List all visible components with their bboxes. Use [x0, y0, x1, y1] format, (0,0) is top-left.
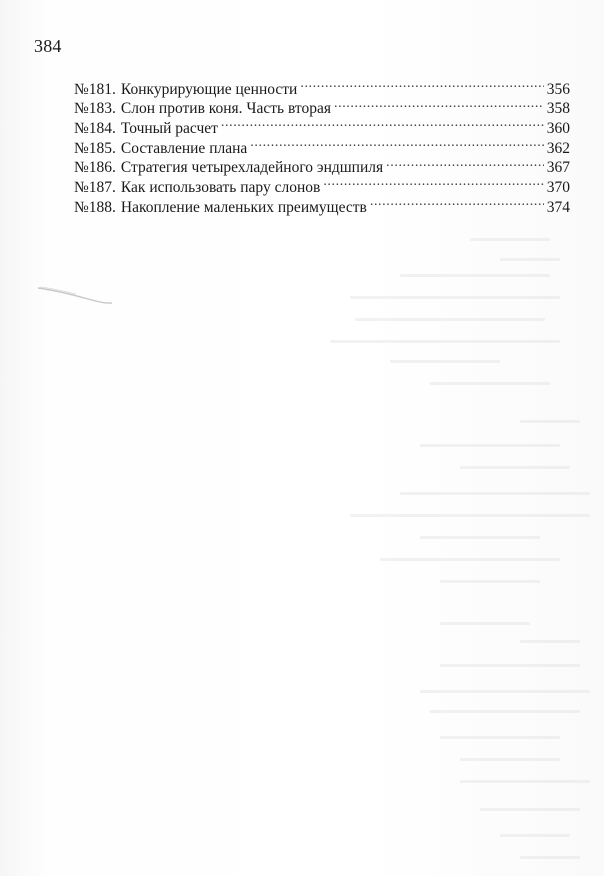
show-through-line [460, 758, 560, 761]
show-through-line [440, 580, 540, 583]
toc-entry-page: 356 [546, 80, 570, 98]
toc-entry-number: №188. [74, 198, 116, 216]
toc-entry-page: 360 [546, 120, 570, 138]
show-through-line [330, 340, 560, 343]
toc-leader-dots [334, 94, 544, 114]
show-through-line [420, 444, 560, 447]
show-through-line [440, 664, 580, 667]
toc-leader-dots [386, 153, 544, 173]
toc-entry-number: №184. [74, 120, 116, 138]
toc-entry-title: Точный расчет [120, 120, 218, 138]
show-through-line [520, 856, 580, 859]
toc-entry-page: 370 [546, 179, 570, 197]
show-through-line [480, 808, 580, 811]
show-through-line [460, 780, 590, 783]
toc-entry-number: №186. [74, 159, 116, 177]
show-through-line [380, 558, 560, 561]
show-through-line [460, 466, 570, 469]
show-through-line [440, 622, 530, 625]
show-through-line [470, 238, 550, 241]
toc-entry-number: №187. [74, 179, 116, 197]
toc-entry-page: 374 [546, 198, 570, 216]
toc-entry-title: Конкурирующие ценности [120, 80, 298, 98]
show-through-line [400, 274, 550, 277]
show-through-line [500, 258, 560, 261]
show-through-line [430, 382, 550, 385]
toc-entry-title: Стратегия четырехладейного эндшпиля [120, 159, 384, 177]
show-through-line [520, 420, 580, 423]
show-through-line [390, 360, 500, 363]
toc-entry-page: 358 [546, 100, 570, 118]
toc-leader-dots [323, 172, 544, 192]
show-through-line [350, 514, 590, 517]
pencil-smudge [36, 282, 114, 304]
show-through-line [420, 690, 590, 693]
toc-entry-page: 367 [546, 159, 570, 177]
show-through-line [430, 710, 580, 713]
toc-leader-dots [370, 192, 544, 212]
show-through-line [440, 736, 560, 739]
toc-entry-title: Слон против коня. Часть вторая [120, 100, 331, 118]
toc-leader-dots [221, 113, 544, 133]
toc-entry-page: 362 [546, 139, 570, 157]
show-through-line [420, 536, 540, 539]
show-through-line [355, 318, 545, 321]
toc-leader-dots [250, 133, 544, 153]
toc-entry-title: Как использовать пару слонов [120, 179, 321, 197]
toc-entry [74, 74, 570, 98]
table-of-contents [74, 74, 570, 216]
toc-entry-title: Накопление маленьких преимуществ [120, 198, 367, 216]
show-through-line [520, 640, 580, 643]
toc-entry-title: Составление плана [120, 139, 248, 157]
toc-entry-number: №181. [74, 80, 116, 98]
toc-leader-dots [300, 74, 544, 94]
toc-entry-number: №183. [74, 100, 116, 118]
toc-entry-number: №185. [74, 139, 116, 157]
show-through-line [350, 296, 560, 299]
show-through-line [400, 492, 590, 495]
page-number: 384 [34, 36, 62, 56]
show-through-line [500, 834, 570, 837]
